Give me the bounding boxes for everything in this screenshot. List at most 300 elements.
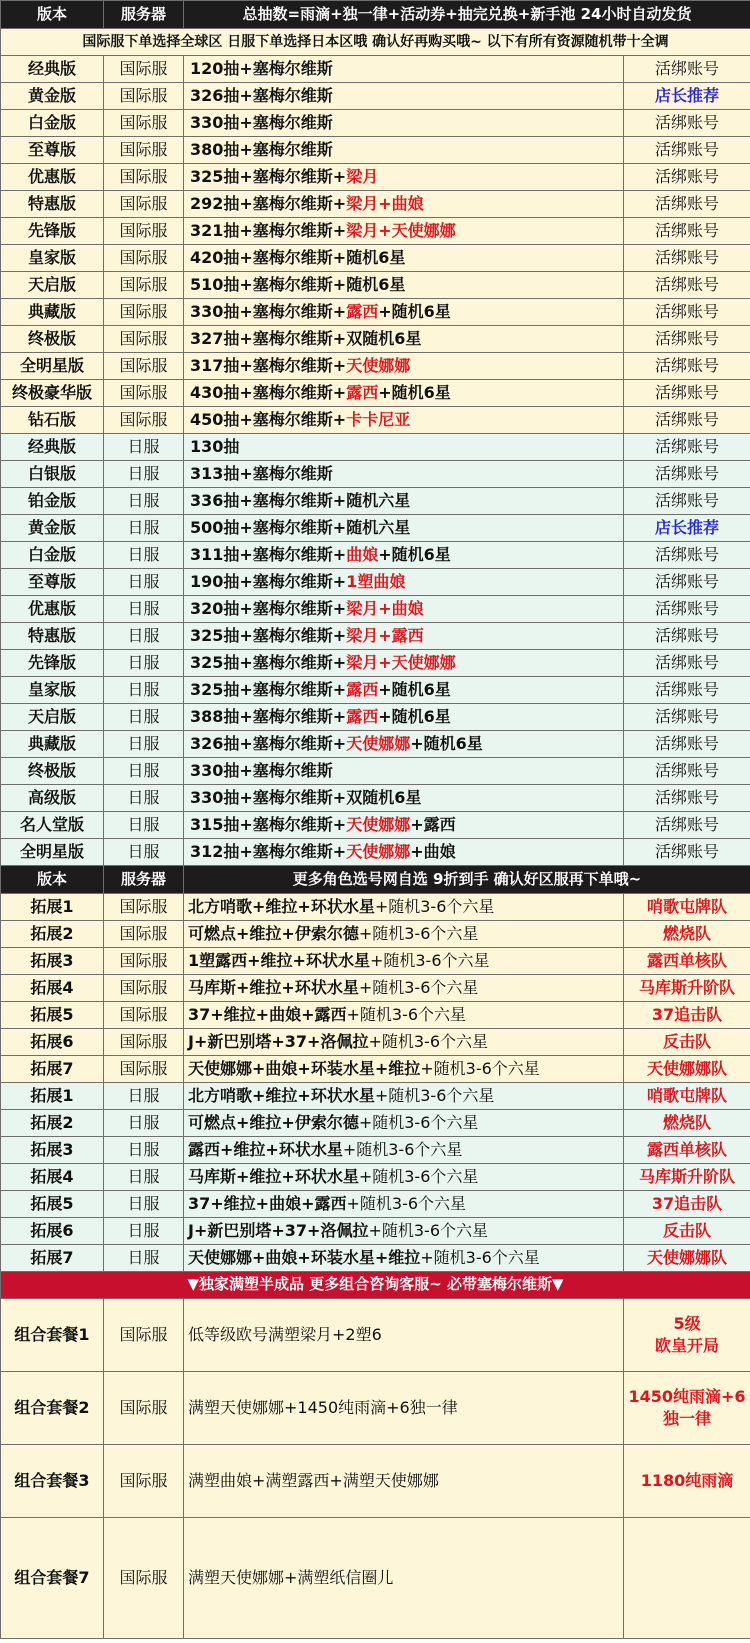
team-name: 37追击队 (624, 1002, 750, 1029)
team-name: 天使娜娜队 (624, 1056, 750, 1083)
table-row (1, 191, 750, 218)
row-description (184, 407, 624, 434)
table-row (1, 245, 750, 272)
table-row (1, 1245, 750, 1272)
team-name: 马库斯升阶队 (624, 975, 750, 1002)
row-text: 120抽+塞梅尔维斯 (190, 58, 333, 78)
random-bonus: +随机3-6个六星 (420, 1247, 540, 1267)
row-description (184, 839, 624, 866)
row-status: 活绑账号 (624, 569, 750, 596)
row-description (184, 948, 624, 975)
combo-banner-row (1, 1272, 750, 1299)
random-bonus: +随机3-6个六星 (358, 1112, 479, 1132)
row-version: 拓展5 (1, 1002, 104, 1029)
combo-description: 低等级欧号满塑梁月+2塑6 (184, 1299, 624, 1372)
combo-row (1, 1445, 750, 1518)
row-status: 活绑账号 (624, 245, 750, 272)
combo-note-text: 1180纯雨滴 (640, 1471, 734, 1491)
team-members: 1塑露西+维拉+环状水星 (188, 950, 370, 970)
row-description (184, 731, 624, 758)
row-version: 铂金版 (1, 488, 104, 515)
team-members: 北方哨歌+维拉+环状水星 (188, 1085, 375, 1105)
row-description (184, 596, 624, 623)
row-status: 活绑账号 (624, 137, 750, 164)
random-bonus: +随机3-6个六星 (358, 1166, 479, 1186)
highlight-text: 天使娜娜 (346, 733, 411, 753)
row-server: 日服 (104, 1245, 184, 1272)
header-server: 服务器 (104, 1, 184, 29)
row-status: 活绑账号 (624, 191, 750, 218)
row-status: 活绑账号 (624, 542, 750, 569)
combo-version: 组合套餐3 (1, 1445, 104, 1518)
row-server: 国际服 (104, 299, 184, 326)
row-status: 活绑账号 (624, 677, 750, 704)
row-text: 330抽+塞梅尔维斯 (190, 760, 333, 780)
table-row (1, 461, 750, 488)
highlight-text: 曲娘 (346, 544, 379, 564)
row-server: 日服 (104, 650, 184, 677)
row-text: 500抽+塞梅尔维斯+随机六星 (190, 517, 411, 537)
row-description (184, 1083, 624, 1110)
row-status: 活绑账号 (624, 731, 750, 758)
row-server: 日服 (104, 623, 184, 650)
header-description: 更多角色选号网自选 9折到手 确认好区服再下单哦~ (184, 866, 750, 894)
team-name: 露西单核队 (624, 1137, 750, 1164)
highlight-text: 露西 (346, 382, 379, 402)
combo-description: 满塑天使娜娜+满塑纸信圈儿 (184, 1518, 624, 1639)
row-server: 国际服 (104, 191, 184, 218)
table-row (1, 1218, 750, 1245)
row-version: 终极版 (1, 326, 104, 353)
row-description (184, 623, 624, 650)
row-version: 皇家版 (1, 245, 104, 272)
row-server: 日服 (104, 758, 184, 785)
team-members: J+新巴别塔+37+洛佩拉 (188, 1031, 369, 1051)
table-row (1, 164, 750, 191)
row-description (184, 1191, 624, 1218)
random-bonus: +随机3-6个六星 (374, 896, 495, 916)
highlight-text: 梁月+天使娜娜 (346, 652, 456, 672)
row-server: 日服 (104, 515, 184, 542)
row-server: 日服 (104, 731, 184, 758)
row-version: 白金版 (1, 542, 104, 569)
row-text: +曲娘 (410, 841, 456, 861)
team-members: 马库斯+维拉+环状水星 (188, 977, 359, 997)
row-status: 活绑账号 (624, 704, 750, 731)
row-version: 白银版 (1, 461, 104, 488)
row-text: +随机6星 (410, 733, 483, 753)
row-description (184, 299, 624, 326)
row-text: 190抽+塞梅尔维斯+ (190, 571, 347, 591)
row-description (184, 326, 624, 353)
combo-note (624, 1445, 750, 1518)
table-row (1, 488, 750, 515)
row-version: 名人堂版 (1, 812, 104, 839)
table-row (1, 137, 750, 164)
row-text: 320抽+塞梅尔维斯+ (190, 598, 347, 618)
row-version: 拓展1 (1, 1083, 104, 1110)
row-server: 国际服 (104, 1056, 184, 1083)
row-server: 国际服 (104, 921, 184, 948)
row-server: 日服 (104, 1164, 184, 1191)
row-server: 国际服 (104, 110, 184, 137)
highlight-text: 天使娜娜 (346, 355, 411, 375)
row-description (184, 1245, 624, 1272)
row-text: +随机6星 (378, 706, 451, 726)
team-members: 天使娜娜+曲娘+环装水星+维拉 (188, 1058, 421, 1078)
row-server: 日服 (104, 704, 184, 731)
row-version: 拓展6 (1, 1029, 104, 1056)
team-members: 露西+维拉+环状水星 (188, 1139, 343, 1159)
row-text: +随机6星 (378, 679, 451, 699)
row-text: 292抽+塞梅尔维斯+ (190, 193, 347, 213)
row-version: 终极版 (1, 758, 104, 785)
table-row (1, 380, 750, 407)
row-description (184, 218, 624, 245)
row-version: 拓展3 (1, 1137, 104, 1164)
row-status: 活绑账号 (624, 218, 750, 245)
row-status: 活绑账号 (624, 326, 750, 353)
row-description (184, 83, 624, 110)
row-status: 活绑账号 (624, 839, 750, 866)
row-text: +随机6星 (378, 301, 451, 321)
table-row (1, 948, 750, 975)
row-text: 330抽+塞梅尔维斯+双随机6星 (190, 787, 422, 807)
row-text: 315抽+塞梅尔维斯+ (190, 814, 347, 834)
row-text: 450抽+塞梅尔维斯+ (190, 409, 347, 429)
row-status: 活绑账号 (624, 380, 750, 407)
notice-text: 国际服下单选择全球区 日服下单选择日本区哦 确认好再购买哦~ 以下有所有资源随机带十全调 (1, 29, 750, 56)
row-description (184, 1110, 624, 1137)
row-text: 326抽+塞梅尔维斯+ (190, 733, 347, 753)
row-status: 活绑账号 (624, 299, 750, 326)
combo-note (624, 1372, 750, 1445)
combo-note (624, 1299, 750, 1372)
row-description (184, 434, 624, 461)
row-description (184, 110, 624, 137)
table-row (1, 677, 750, 704)
table-row (1, 894, 750, 921)
row-version: 拓展4 (1, 975, 104, 1002)
team-members: 天使娜娜+曲娘+环装水星+维拉 (188, 1247, 421, 1267)
row-version: 拓展2 (1, 921, 104, 948)
row-text: 311抽+塞梅尔维斯+ (190, 544, 347, 564)
row-version: 黄金版 (1, 83, 104, 110)
row-description (184, 245, 624, 272)
row-status: 活绑账号 (624, 164, 750, 191)
row-description (184, 380, 624, 407)
row-description (184, 1164, 624, 1191)
row-version: 优惠版 (1, 596, 104, 623)
row-server: 日服 (104, 812, 184, 839)
row-text: 430抽+塞梅尔维斯+ (190, 382, 347, 402)
combo-version: 组合套餐7 (1, 1518, 104, 1639)
table-row (1, 569, 750, 596)
header-server: 服务器 (104, 866, 184, 894)
row-server: 国际服 (104, 326, 184, 353)
team-name: 反击队 (624, 1218, 750, 1245)
row-status: 活绑账号 (624, 407, 750, 434)
table-row (1, 515, 750, 542)
row-server: 国际服 (104, 894, 184, 921)
row-server: 国际服 (104, 1002, 184, 1029)
row-status: 活绑账号 (624, 785, 750, 812)
row-text: 325抽+塞梅尔维斯+ (190, 679, 347, 699)
highlight-text: 梁月+曲娘 (346, 193, 424, 213)
row-text: +露西 (410, 814, 456, 834)
row-text: 325抽+塞梅尔维斯+ (190, 652, 347, 672)
row-text: 312抽+塞梅尔维斯+ (190, 841, 347, 861)
row-status: 活绑账号 (624, 812, 750, 839)
header-version: 版本 (1, 866, 104, 894)
row-description (184, 569, 624, 596)
random-bonus: +随机3-6个六星 (368, 1031, 488, 1051)
row-status: 活绑账号 (624, 353, 750, 380)
row-version: 拓展3 (1, 948, 104, 975)
row-status: 活绑账号 (624, 272, 750, 299)
row-version: 白金版 (1, 110, 104, 137)
random-bonus: +随机3-6个六星 (368, 1220, 488, 1240)
row-version: 经典版 (1, 434, 104, 461)
row-description (184, 1002, 624, 1029)
row-server: 国际服 (104, 975, 184, 1002)
row-version: 全明星版 (1, 839, 104, 866)
header-description: 总抽数=雨滴+独一律+活动券+抽完兑换+新手池 24小时自动发货 (184, 1, 750, 29)
team-members: 可燃点+维拉+伊索尔德 (188, 923, 359, 943)
row-text: 130抽 (190, 436, 240, 456)
row-status: 活绑账号 (624, 56, 750, 83)
team-members: 37+维拉+曲娘+露西 (188, 1193, 347, 1213)
row-version: 典藏版 (1, 731, 104, 758)
team-name: 燃烧队 (624, 1110, 750, 1137)
row-version: 全明星版 (1, 353, 104, 380)
combo-banner: ▼独家满塑半成品 更多组合咨询客服~ 必带塞梅尔维斯▼ (1, 1272, 750, 1299)
table-row (1, 975, 750, 1002)
row-text: 420抽+塞梅尔维斯+随机6星 (190, 247, 406, 267)
team-name: 37追击队 (624, 1191, 750, 1218)
combo-row (1, 1299, 750, 1372)
row-server: 国际服 (104, 1029, 184, 1056)
row-version: 皇家版 (1, 677, 104, 704)
row-server: 国际服 (104, 56, 184, 83)
row-description (184, 650, 624, 677)
row-description (184, 785, 624, 812)
combo-version: 组合套餐1 (1, 1299, 104, 1372)
row-version: 特惠版 (1, 191, 104, 218)
combo-server: 国际服 (104, 1299, 184, 1372)
row-server: 日服 (104, 569, 184, 596)
row-server: 日服 (104, 596, 184, 623)
row-text: 510抽+塞梅尔维斯+随机6星 (190, 274, 406, 294)
row-server: 日服 (104, 839, 184, 866)
row-server: 日服 (104, 1137, 184, 1164)
row-version: 天启版 (1, 704, 104, 731)
team-members: 北方哨歌+维拉+环状水星 (188, 896, 375, 916)
table-row (1, 1164, 750, 1191)
row-text: 325抽+塞梅尔维斯+ (190, 166, 347, 186)
table-row (1, 704, 750, 731)
combo-row (1, 1518, 750, 1639)
highlight-text: 天使娜娜 (346, 814, 411, 834)
row-version: 终极豪华版 (1, 380, 104, 407)
highlight-text: 1塑曲娘 (346, 571, 406, 591)
random-bonus: +随机3-6个六星 (369, 950, 490, 970)
row-version: 先锋版 (1, 218, 104, 245)
row-version: 拓展5 (1, 1191, 104, 1218)
table-row (1, 921, 750, 948)
team-name: 燃烧队 (624, 921, 750, 948)
row-text: 326抽+塞梅尔维斯 (190, 85, 333, 105)
row-text: 317抽+塞梅尔维斯+ (190, 355, 347, 375)
table-row (1, 1056, 750, 1083)
row-server: 国际服 (104, 380, 184, 407)
row-text: 330抽+塞梅尔维斯+ (190, 301, 347, 321)
row-version: 至尊版 (1, 569, 104, 596)
row-version: 黄金版 (1, 515, 104, 542)
row-description (184, 812, 624, 839)
row-status: 活绑账号 (624, 650, 750, 677)
row-version: 典藏版 (1, 299, 104, 326)
row-version: 先锋版 (1, 650, 104, 677)
table-row (1, 596, 750, 623)
team-name: 天使娜娜队 (624, 1245, 750, 1272)
row-server: 国际服 (104, 137, 184, 164)
row-status: 活绑账号 (624, 488, 750, 515)
table-row (1, 326, 750, 353)
row-description (184, 191, 624, 218)
row-description (184, 758, 624, 785)
highlight-text: 天使娜娜 (346, 841, 411, 861)
row-server: 国际服 (104, 245, 184, 272)
table-row (1, 1137, 750, 1164)
row-server: 日服 (104, 785, 184, 812)
header-version: 版本 (1, 1, 104, 29)
highlight-text: 卡卡尼亚 (346, 409, 411, 429)
team-members: J+新巴别塔+37+洛佩拉 (188, 1220, 369, 1240)
team-members: 可燃点+维拉+伊索尔德 (188, 1112, 359, 1132)
row-text: 321抽+塞梅尔维斯+ (190, 220, 347, 240)
team-members: 37+维拉+曲娘+露西 (188, 1004, 347, 1024)
combo-version: 组合套餐2 (1, 1372, 104, 1445)
table-row (1, 1002, 750, 1029)
row-server: 日服 (104, 677, 184, 704)
row-text: +随机6星 (378, 382, 451, 402)
combo-server: 国际服 (104, 1372, 184, 1445)
team-members: 马库斯+维拉+环状水星 (188, 1166, 359, 1186)
team-name: 哨歌屯牌队 (624, 894, 750, 921)
table-row (1, 1083, 750, 1110)
row-server: 国际服 (104, 83, 184, 110)
row-description (184, 137, 624, 164)
row-server: 日服 (104, 542, 184, 569)
combo-description: 满塑天使娜娜+1450纯雨滴+6独一律 (184, 1372, 624, 1445)
row-status: 活绑账号 (624, 434, 750, 461)
team-name: 反击队 (624, 1029, 750, 1056)
table-row (1, 83, 750, 110)
row-description (184, 1056, 624, 1083)
combo-note-text: 1450纯雨滴+6 独一律 (628, 1387, 746, 1428)
highlight-text: 露西 (346, 679, 379, 699)
random-bonus: +随机3-6个六星 (342, 1139, 463, 1159)
table-row (1, 1110, 750, 1137)
row-description (184, 677, 624, 704)
row-version: 天启版 (1, 272, 104, 299)
table-row (1, 1029, 750, 1056)
combo-server: 国际服 (104, 1445, 184, 1518)
highlight-text: 梁月+曲娘 (346, 598, 424, 618)
table-row (1, 407, 750, 434)
row-version: 高级版 (1, 785, 104, 812)
row-text: +随机6星 (378, 544, 451, 564)
header-row (1, 1, 750, 29)
table-row (1, 1191, 750, 1218)
row-version: 拓展7 (1, 1056, 104, 1083)
team-name: 露西单核队 (624, 948, 750, 975)
row-description (184, 272, 624, 299)
row-text: 388抽+塞梅尔维斯+ (190, 706, 347, 726)
table-row (1, 353, 750, 380)
row-description (184, 894, 624, 921)
row-status: 活绑账号 (624, 461, 750, 488)
row-description (184, 921, 624, 948)
random-bonus: +随机3-6个六星 (358, 977, 479, 997)
row-server: 日服 (104, 488, 184, 515)
row-version: 拓展4 (1, 1164, 104, 1191)
row-server: 日服 (104, 1191, 184, 1218)
row-status: 活绑账号 (624, 596, 750, 623)
row-version: 优惠版 (1, 164, 104, 191)
row-text: 325抽+塞梅尔维斯+ (190, 625, 347, 645)
row-description (184, 704, 624, 731)
highlight-text: 梁月+露西 (346, 625, 424, 645)
row-server: 国际服 (104, 218, 184, 245)
row-server: 国际服 (104, 353, 184, 380)
row-version: 特惠版 (1, 623, 104, 650)
random-bonus: +随机3-6个六星 (346, 1193, 467, 1213)
row-server: 国际服 (104, 272, 184, 299)
row-description (184, 461, 624, 488)
table-row (1, 110, 750, 137)
random-bonus: +随机3-6个六星 (346, 1004, 467, 1024)
row-status: 活绑账号 (624, 758, 750, 785)
combo-row (1, 1372, 750, 1445)
row-text: 336抽+塞梅尔维斯+随机六星 (190, 490, 411, 510)
table-row (1, 758, 750, 785)
row-status: 活绑账号 (624, 623, 750, 650)
row-description (184, 975, 624, 1002)
table-row (1, 434, 750, 461)
row-text: 313抽+塞梅尔维斯 (190, 463, 333, 483)
row-server: 国际服 (104, 948, 184, 975)
row-version: 至尊版 (1, 137, 104, 164)
random-bonus: +随机3-6个六星 (358, 923, 479, 943)
table-row (1, 839, 750, 866)
table-row (1, 56, 750, 83)
row-status: 活绑账号 (624, 110, 750, 137)
row-description (184, 353, 624, 380)
random-bonus: +随机3-6个六星 (374, 1085, 495, 1105)
highlight-text: 梁月 (346, 166, 379, 186)
row-server: 国际服 (104, 164, 184, 191)
row-version: 拓展6 (1, 1218, 104, 1245)
row-description (184, 56, 624, 83)
table-row (1, 542, 750, 569)
row-server: 日服 (104, 1083, 184, 1110)
row-description (184, 1029, 624, 1056)
table-row (1, 272, 750, 299)
row-version: 经典版 (1, 56, 104, 83)
table-row (1, 623, 750, 650)
